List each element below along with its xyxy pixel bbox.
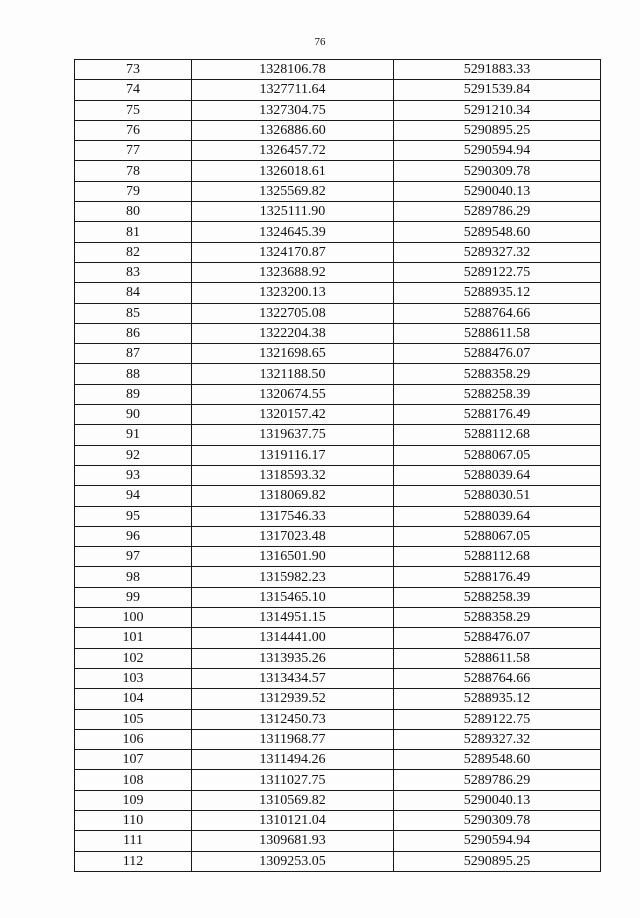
x-coordinate-cell: 1326018.61 [192,161,394,181]
y-coordinate-cell: 5288764.66 [394,303,601,323]
point-number-cell: 100 [75,608,192,628]
table-row [75,567,601,587]
x-coordinate-cell: 1324645.39 [192,222,394,242]
x-coordinate-cell: 1325569.82 [192,181,394,201]
y-coordinate-cell: 5289548.60 [394,750,601,770]
table-row [75,364,601,384]
table-row [75,790,601,810]
coordinates-table-body [75,60,601,872]
table-row [75,242,601,262]
x-coordinate-cell: 1322204.38 [192,323,394,343]
table-row [75,810,601,830]
x-coordinate-cell: 1311494.26 [192,750,394,770]
y-coordinate-cell: 5289122.75 [394,262,601,282]
x-coordinate-cell: 1321188.50 [192,364,394,384]
x-coordinate-cell: 1326886.60 [192,120,394,140]
page-number: 76 [314,36,326,48]
point-number-cell: 86 [75,323,192,343]
y-coordinate-cell: 5290309.78 [394,161,601,181]
table-row [75,384,601,404]
y-coordinate-cell: 5291539.84 [394,80,601,100]
point-number-cell: 76 [75,120,192,140]
y-coordinate-cell: 5289548.60 [394,222,601,242]
x-coordinate-cell: 1318069.82 [192,486,394,506]
table-row [75,648,601,668]
y-coordinate-cell: 5288176.49 [394,405,601,425]
table-row [75,628,601,648]
x-coordinate-cell: 1323688.92 [192,262,394,282]
point-number-cell: 75 [75,100,192,120]
y-coordinate-cell: 5290040.13 [394,181,601,201]
point-number-cell: 80 [75,202,192,222]
x-coordinate-cell: 1327711.64 [192,80,394,100]
x-coordinate-cell: 1309681.93 [192,831,394,851]
table-row [75,668,601,688]
point-number-cell: 98 [75,567,192,587]
x-coordinate-cell: 1327304.75 [192,100,394,120]
point-number-cell: 108 [75,770,192,790]
table-row [75,202,601,222]
table-row [75,465,601,485]
y-coordinate-cell: 5288039.64 [394,465,601,485]
table-row [75,344,601,364]
point-number-cell: 107 [75,750,192,770]
y-coordinate-cell: 5291210.34 [394,100,601,120]
x-coordinate-cell: 1312939.52 [192,689,394,709]
y-coordinate-cell: 5288358.29 [394,608,601,628]
y-coordinate-cell: 5288476.07 [394,344,601,364]
point-number-cell: 83 [75,262,192,282]
y-coordinate-cell: 5288112.68 [394,547,601,567]
x-coordinate-cell: 1319637.75 [192,425,394,445]
point-number-cell: 103 [75,668,192,688]
y-coordinate-cell: 5290895.25 [394,120,601,140]
table-row [75,80,601,100]
y-coordinate-cell: 5288611.58 [394,323,601,343]
y-coordinate-cell: 5289786.29 [394,202,601,222]
table-row [75,262,601,282]
table-row [75,709,601,729]
y-coordinate-cell: 5288030.51 [394,486,601,506]
table-row [75,608,601,628]
y-coordinate-cell: 5289786.29 [394,770,601,790]
table-row [75,486,601,506]
point-number-cell: 91 [75,425,192,445]
x-coordinate-cell: 1315465.10 [192,587,394,607]
y-coordinate-cell: 5289327.32 [394,729,601,749]
point-number-cell: 77 [75,141,192,161]
table-row [75,526,601,546]
point-number-cell: 93 [75,465,192,485]
y-coordinate-cell: 5288039.64 [394,506,601,526]
table-row [75,141,601,161]
point-number-cell: 110 [75,810,192,830]
x-coordinate-cell: 1310569.82 [192,790,394,810]
table-row [75,283,601,303]
y-coordinate-cell: 5288067.05 [394,445,601,465]
table-row [75,120,601,140]
table-row [75,445,601,465]
table-row [75,750,601,770]
x-coordinate-cell: 1318593.32 [192,465,394,485]
point-number-cell: 94 [75,486,192,506]
point-number-cell: 92 [75,445,192,465]
table-row [75,100,601,120]
point-number-cell: 106 [75,729,192,749]
x-coordinate-cell: 1309253.05 [192,851,394,871]
point-number-cell: 111 [75,831,192,851]
y-coordinate-cell: 5288935.12 [394,283,601,303]
point-number-cell: 105 [75,709,192,729]
x-coordinate-cell: 1316501.90 [192,547,394,567]
point-number-cell: 74 [75,80,192,100]
table-row [75,181,601,201]
point-number-cell: 104 [75,689,192,709]
table-row [75,425,601,445]
x-coordinate-cell: 1315982.23 [192,567,394,587]
y-coordinate-cell: 5288358.29 [394,364,601,384]
x-coordinate-cell: 1320674.55 [192,384,394,404]
y-coordinate-cell: 5288258.39 [394,587,601,607]
point-number-cell: 78 [75,161,192,181]
point-number-cell: 109 [75,790,192,810]
coordinates-table [74,59,601,872]
point-number-cell: 96 [75,526,192,546]
x-coordinate-cell: 1321698.65 [192,344,394,364]
table-row [75,323,601,343]
x-coordinate-cell: 1324170.87 [192,242,394,262]
y-coordinate-cell: 5290594.94 [394,141,601,161]
y-coordinate-cell: 5288067.05 [394,526,601,546]
table-row [75,547,601,567]
x-coordinate-cell: 1310121.04 [192,810,394,830]
x-coordinate-cell: 1314951.15 [192,608,394,628]
y-coordinate-cell: 5288611.58 [394,648,601,668]
y-coordinate-cell: 5288764.66 [394,668,601,688]
point-number-cell: 73 [75,60,192,80]
x-coordinate-cell: 1313935.26 [192,648,394,668]
y-coordinate-cell: 5290594.94 [394,831,601,851]
point-number-cell: 99 [75,587,192,607]
point-number-cell: 101 [75,628,192,648]
y-coordinate-cell: 5290895.25 [394,851,601,871]
point-number-cell: 89 [75,384,192,404]
x-coordinate-cell: 1317023.48 [192,526,394,546]
x-coordinate-cell: 1319116.17 [192,445,394,465]
x-coordinate-cell: 1313434.57 [192,668,394,688]
x-coordinate-cell: 1322705.08 [192,303,394,323]
y-coordinate-cell: 5288935.12 [394,689,601,709]
y-coordinate-cell: 5288112.68 [394,425,601,445]
table-row [75,161,601,181]
x-coordinate-cell: 1323200.13 [192,283,394,303]
table-row [75,851,601,871]
table-row [75,303,601,323]
x-coordinate-cell: 1312450.73 [192,709,394,729]
point-number-cell: 81 [75,222,192,242]
table-row [75,689,601,709]
x-coordinate-cell: 1311968.77 [192,729,394,749]
table-row [75,60,601,80]
point-number-cell: 79 [75,181,192,201]
point-number-cell: 82 [75,242,192,262]
y-coordinate-cell: 5291883.33 [394,60,601,80]
x-coordinate-cell: 1320157.42 [192,405,394,425]
y-coordinate-cell: 5290040.13 [394,790,601,810]
x-coordinate-cell: 1314441.00 [192,628,394,648]
point-number-cell: 90 [75,405,192,425]
table-row [75,770,601,790]
point-number-cell: 97 [75,547,192,567]
table-row [75,222,601,242]
table-row [75,405,601,425]
x-coordinate-cell: 1325111.90 [192,202,394,222]
table-row [75,587,601,607]
y-coordinate-cell: 5288258.39 [394,384,601,404]
x-coordinate-cell: 1317546.33 [192,506,394,526]
point-number-cell: 112 [75,851,192,871]
y-coordinate-cell: 5289122.75 [394,709,601,729]
point-number-cell: 84 [75,283,192,303]
table-row [75,729,601,749]
point-number-cell: 85 [75,303,192,323]
point-number-cell: 87 [75,344,192,364]
y-coordinate-cell: 5289327.32 [394,242,601,262]
x-coordinate-cell: 1326457.72 [192,141,394,161]
y-coordinate-cell: 5288176.49 [394,567,601,587]
x-coordinate-cell: 1328106.78 [192,60,394,80]
y-coordinate-cell: 5290309.78 [394,810,601,830]
x-coordinate-cell: 1311027.75 [192,770,394,790]
table-row [75,506,601,526]
point-number-cell: 102 [75,648,192,668]
point-number-cell: 88 [75,364,192,384]
y-coordinate-cell: 5288476.07 [394,628,601,648]
table-row [75,831,601,851]
point-number-cell: 95 [75,506,192,526]
